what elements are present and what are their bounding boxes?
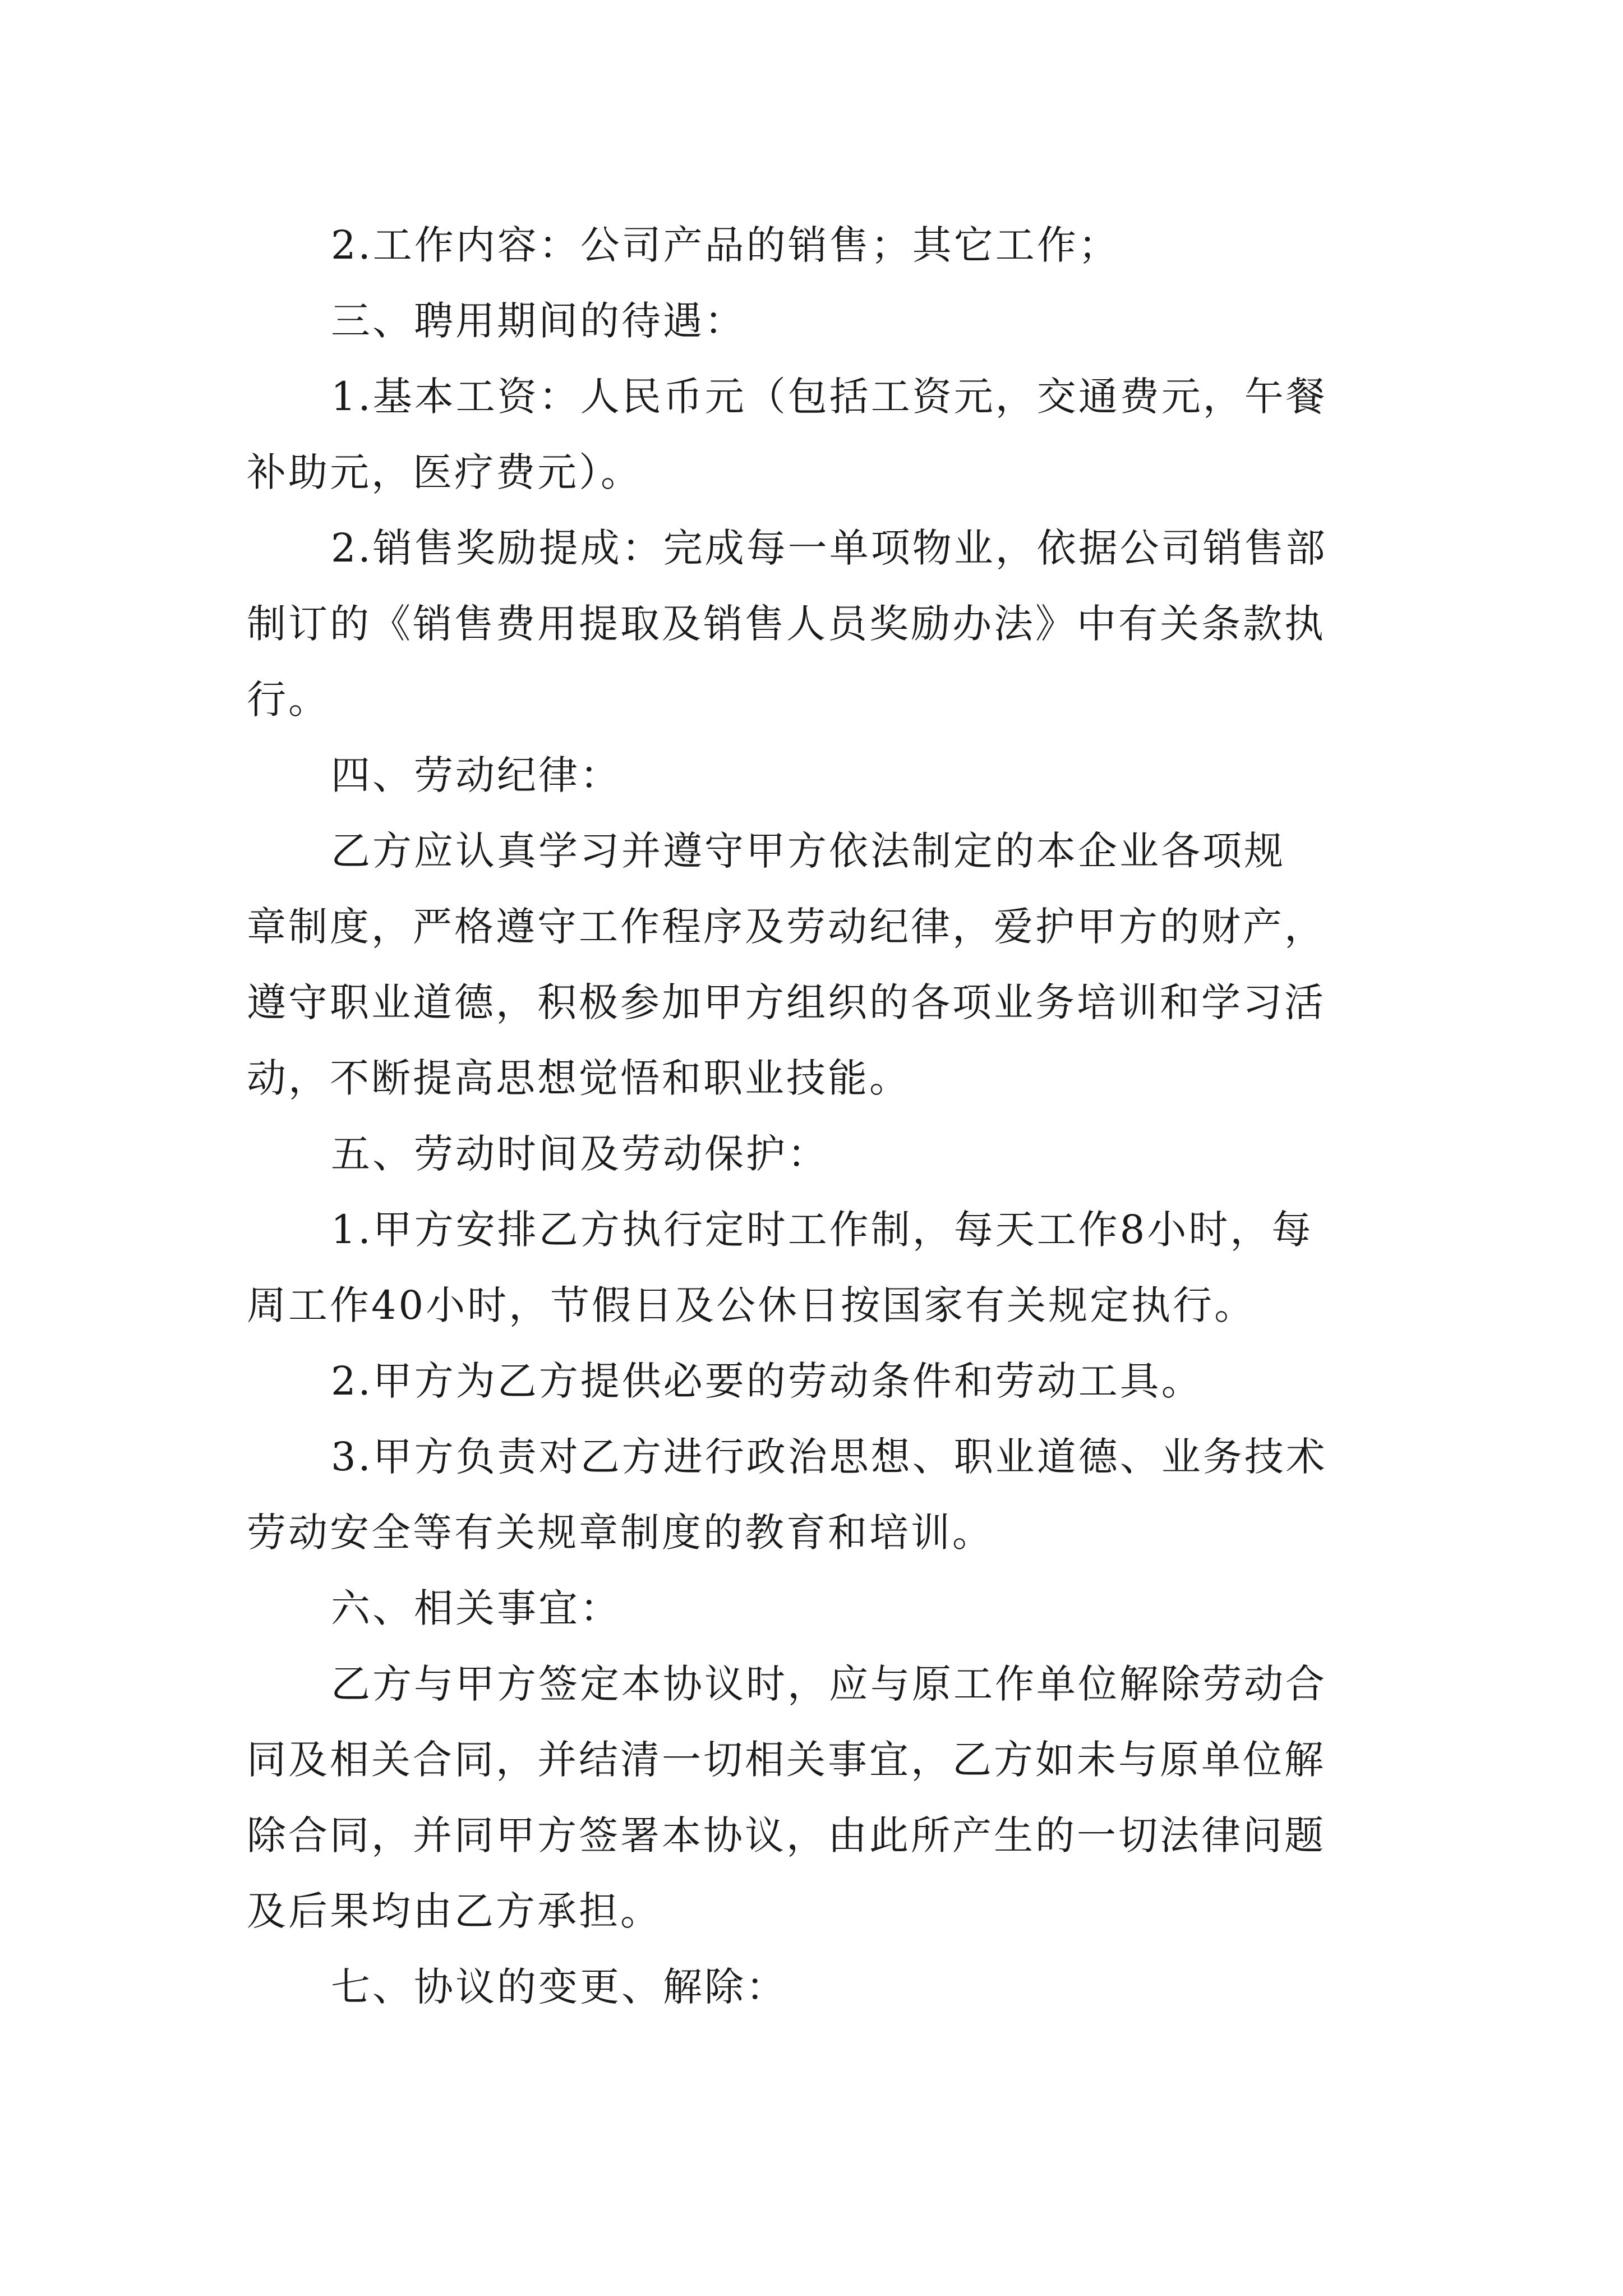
text-line: 3.甲方负责对乙方进行政治思想、职业道德、业务技术 [331,1434,1327,1480]
text-line: 除合同，并同甲方签署本协议，由此所产生的一切法律问题 [247,1812,1326,1858]
text-line: 乙方应认真学习并遵守甲方依法制定的本企业各项规 [331,828,1285,874]
text-line: 行。 [247,677,330,723]
section-heading: 七、协议的变更、解除： [331,1964,787,2010]
text-line: 乙方与甲方签定本协议时，应与原工作单位解除劳动合 [331,1661,1327,1707]
text-line: 2.工作内容：公司产品的销售；其它工作； [331,222,1120,268]
text-line: 2.销售奖励提成：完成每一单项物业，依据公司销售部 [331,525,1327,571]
text-line: 周工作40小时，节假日及公休日按国家有关规定执行。 [247,1282,1256,1328]
section-heading: 四、劳动纪律： [331,752,621,798]
text-line: 制订的《销售费用提取及销售人员奖励办法》中有关条款执 [247,601,1326,647]
text-line: 2.甲方为乙方提供必要的劳动条件和劳动工具。 [331,1358,1203,1404]
text-line: 1.甲方安排乙方执行定时工作制，每天工作8小时，每 [331,1207,1313,1253]
section-heading: 六、相关事宜： [331,1585,621,1631]
text-line: 及后果均由乙方承担。 [247,1888,662,1934]
text-line: 同及相关合同，并结清一切相关事宜，乙方如未与原单位解 [247,1737,1326,1783]
section-heading: 五、劳动时间及劳动保护： [331,1131,829,1177]
section-heading: 三、聘用期间的待遇： [331,298,746,344]
text-line: 遵守职业道德，积极参加甲方组织的各项业务培训和学习活 [247,979,1326,1025]
text-line: 劳动安全等有关规章制度的教育和培训。 [247,1510,994,1556]
text-line: 动，不断提高思想觉悟和职业技能。 [247,1055,911,1101]
text-line: 1.基本工资：人民币元（包括工资元，交通费元，午餐 [331,374,1327,420]
text-line: 补助元，医疗费元）。 [247,449,642,495]
text-line: 章制度，严格遵守工作程序及劳动纪律，爱护甲方的财产， [247,904,1326,950]
